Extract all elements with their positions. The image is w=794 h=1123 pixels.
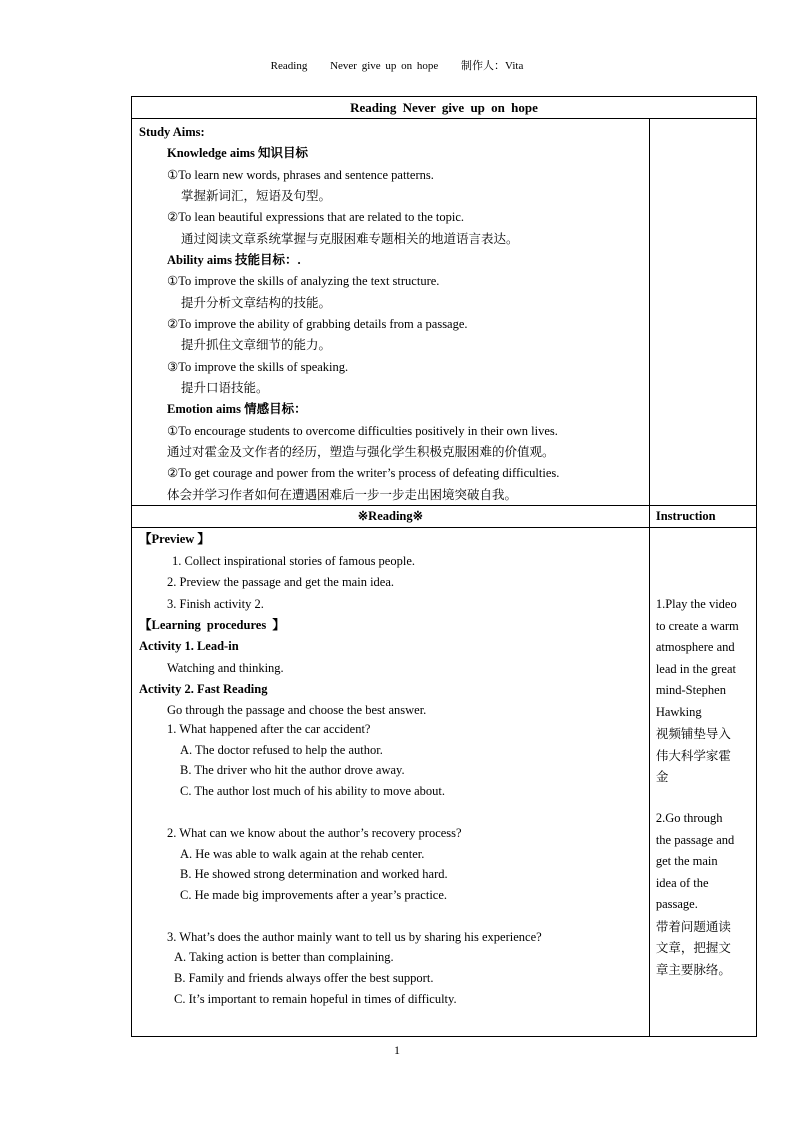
activity2-intro: Go through the passage and choose the best answer. [167,703,427,717]
study-aims-cell [132,119,650,506]
knowledge-aims-heading: Knowledge aims 知识目标 [167,146,308,160]
header-topic: Never give up on hope [330,60,439,72]
activity1-text: Watching and thinking. [167,661,284,675]
question-1-option-c: C. The author lost much of his ability to move about. [180,784,446,798]
emotion-aim-2: ②To get courage and power from the writer’s process of defeating difficulties. [167,466,560,480]
emotion-aims-heading: Emotion aims 情感目标： [167,402,307,416]
knowledge-aim-2-zh: 通过阅读文章系统掌握与克服困难专题相关的地道语言表达。 [181,231,519,246]
page-header [0,57,794,73]
question-2: 2. What can we know about the author’s recovery process? [167,826,462,840]
instruction-cell [649,528,756,1037]
activity1-heading: Activity 1. Lead-in [139,639,239,653]
study-aims-label: Study Aims: [139,125,205,139]
instr2-line-7: 文章，把握文 [655,940,731,955]
activity2-heading: Activity 2. Fast Reading [139,682,268,696]
question-1-option-a: A. The doctor refused to help the author. [180,743,383,757]
question-2-option-a: A. He was able to walk again at the rehab center. [180,847,425,861]
instr2-line-8: 章主要脉络。 [655,961,731,977]
knowledge-aim-1: ①To learn new words, phrases and sentence patterns. [167,168,434,182]
instr2-line-4: idea of the [655,875,709,890]
ability-aim-3: ③To improve the skills of speaking. [167,360,349,374]
instr2-line-1: 2.Go through [655,811,723,825]
ability-aims-heading: Ability aims 技能目标：. [167,253,301,267]
ability-aim-3-zh: 提升口语技能。 [181,380,269,395]
ability-aim-1: ①To improve the skills of analyzing the text structure. [167,274,440,288]
ability-aim-2-zh: 提升抓住文章细节的能力。 [181,337,332,352]
emotion-aim-1: ①To encourage students to overcome difficulties positively in their own lives. [167,424,558,438]
knowledge-aim-2: ②To lean beautiful expressions that are related to the topic. [167,210,465,224]
question-3-option-a: A. Taking action is better than complaining. [174,950,394,964]
instr1-line-6: Hawking [655,704,702,719]
preview-item-1: 1. Collect inspirational stories of famous people. [172,554,416,568]
question-3-option-c: C. It’s important to remain hopeful in times of difficulty. [174,992,457,1006]
question-2-option-b: B. He showed strong determination and worked hard. [180,867,448,881]
page-number: 1 [394,1043,400,1057]
question-3-option-b: B. Family and friends always offer the best support. [174,971,434,985]
emotion-aim-1-zh: 通过对霍金及文作者的经历，塑造与强化学生积极克服困难的价值观。 [167,444,555,459]
ability-aim-2: ②To improve the ability of grabbing details from a passage. [167,317,468,331]
instr2-line-5: passage. [655,897,698,911]
knowledge-aim-1-zh: 掌握新词汇，短语及句型。 [181,188,332,203]
instr2-line-3: get the main [655,854,718,868]
header-section: Reading [270,60,308,72]
preview-heading: 【Preview 】 [139,532,210,546]
preview-item-3: 3. Finish activity 2. [167,597,264,611]
instr1-line-2: to create a warm [655,618,739,633]
ability-aim-1-zh: 提升分析文章结构的技能。 [181,295,332,310]
lesson-plan-table [131,96,757,1037]
aims-side-cell [649,119,756,506]
instr1-line-9: 金 [655,769,669,784]
preview-item-2: 2. Preview the passage and get the main idea. [167,575,395,589]
instruction-heading: Instruction [649,506,756,528]
instr2-line-2: the passage and [655,832,735,847]
reading-content-cell [132,528,650,1037]
instr1-line-3: atmosphere and [655,640,735,654]
question-3: 3. What’s does the author mainly want to tell us by sharing his experience? [167,930,542,944]
instr2-line-6: 带着问题通读 [655,918,731,934]
emotion-aim-2-zh: 体会并学习作者如何在遭遇困难后一步一步走出困境突破自我。 [167,487,518,502]
question-1: 1. What happened after the car accident? [167,722,371,736]
instr1-line-5: mind-Stephen [655,683,726,697]
learning-procedures-heading: 【Learning procedures 】 [139,618,285,632]
instr1-line-8: 伟大科学家霍 [655,747,731,763]
question-1-option-b: B. The driver who hit the author drove away. [180,763,405,777]
instr1-line-1: 1.Play the video [655,597,737,611]
reading-section-heading: ※Reading※ [132,506,650,528]
header-author: 制作人：Vita [461,60,524,72]
instr1-line-7: 视频铺垫导入 [655,726,731,741]
question-2-option-c: C. He made big improvements after a year’s practice. [180,888,448,902]
instr1-line-4: lead in the great [655,661,736,676]
lesson-title: Reading Never give up on hope [132,97,757,119]
